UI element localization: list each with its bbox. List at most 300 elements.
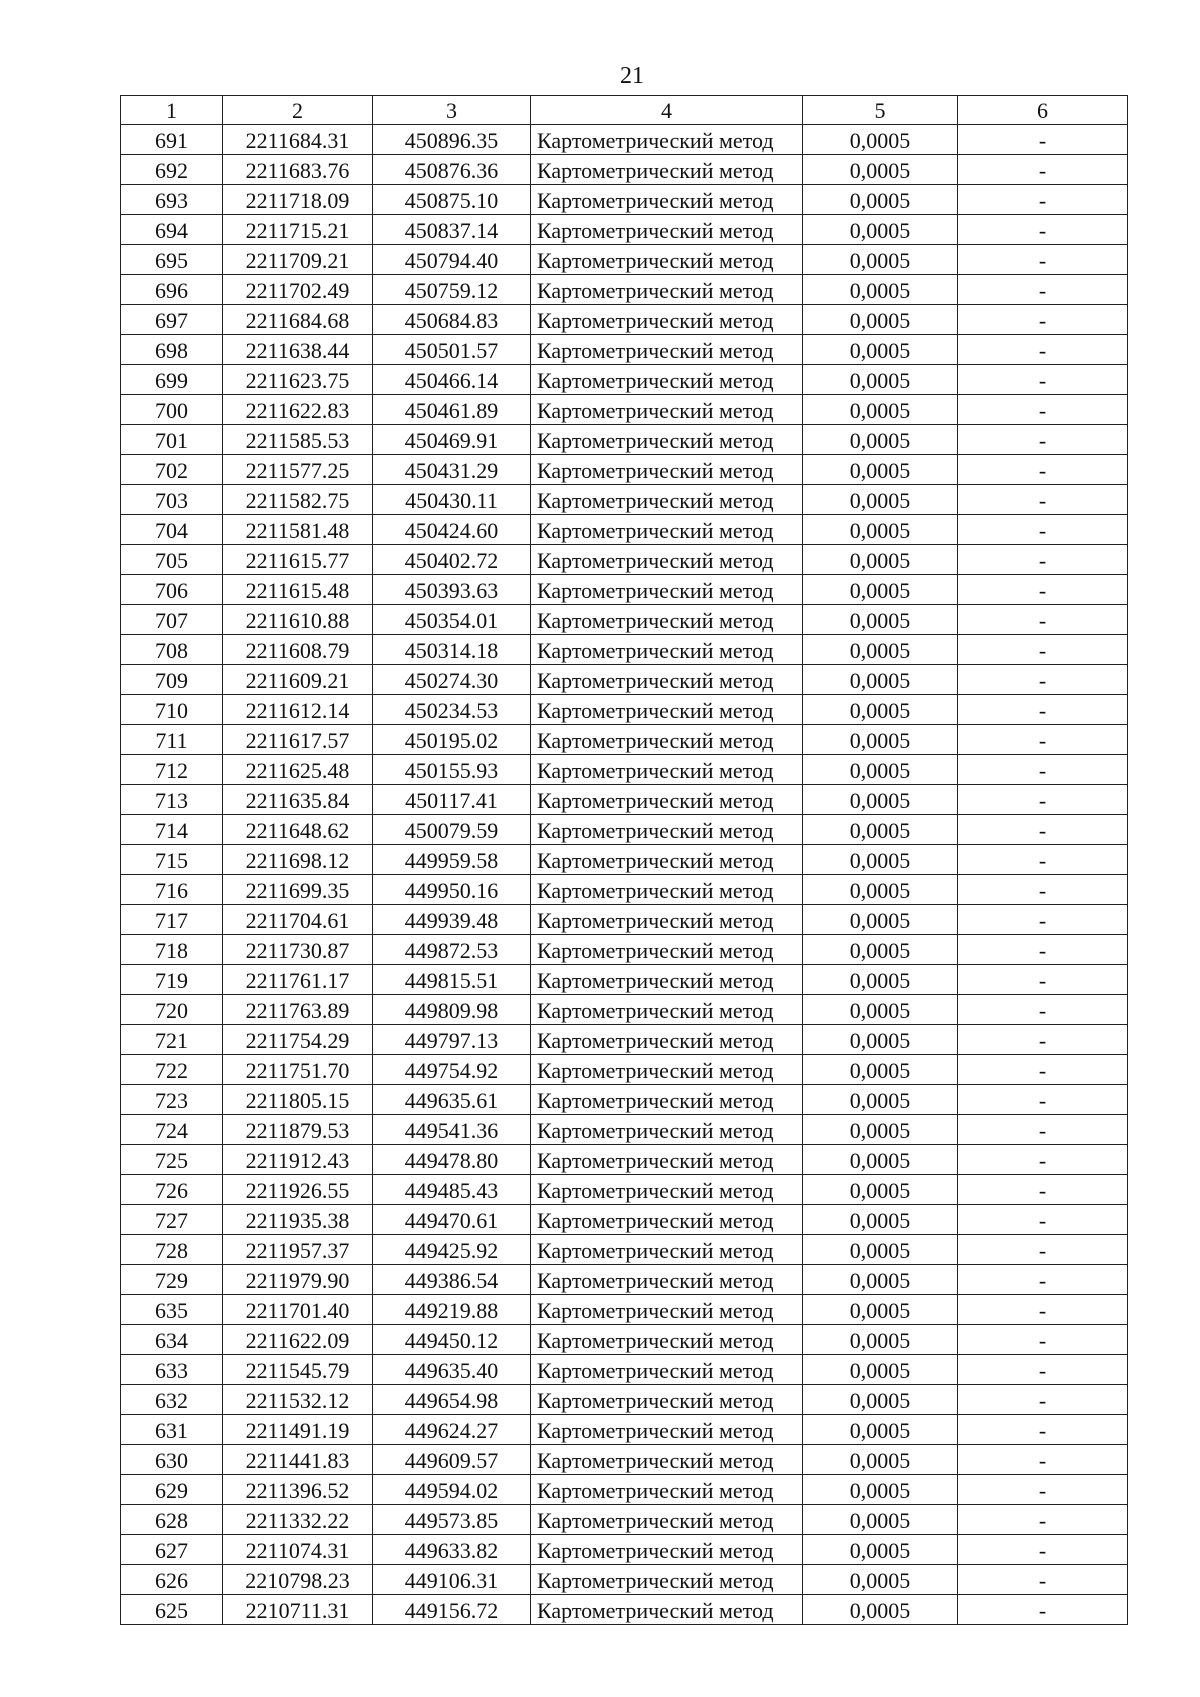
cell-x-coordinate: 2211715.21: [223, 215, 373, 245]
cell-method: Картометрический метод: [531, 575, 803, 605]
cell-accuracy: 0,0005: [803, 215, 958, 245]
cell-method: Картометрический метод: [531, 1145, 803, 1175]
cell-accuracy: 0,0005: [803, 545, 958, 575]
column-header-3: 3: [373, 96, 531, 125]
cell-method: Картометрический метод: [531, 245, 803, 275]
cell-method: Картометрический метод: [531, 1295, 803, 1325]
cell-method: Картометрический метод: [531, 905, 803, 935]
cell-accuracy: 0,0005: [803, 1085, 958, 1115]
cell-y-coordinate: 450274.30: [373, 665, 531, 695]
cell-x-coordinate: 2211638.44: [223, 335, 373, 365]
cell-accuracy: 0,0005: [803, 1145, 958, 1175]
cell-note: -: [958, 1415, 1128, 1445]
cell-point-number: 631: [121, 1415, 223, 1445]
cell-x-coordinate: 2211912.43: [223, 1145, 373, 1175]
cell-method: Картометрический метод: [531, 1115, 803, 1145]
cell-x-coordinate: 2211609.21: [223, 665, 373, 695]
table-row: [121, 1475, 1128, 1505]
cell-accuracy: 0,0005: [803, 1415, 958, 1445]
cell-point-number: 628: [121, 1505, 223, 1535]
cell-x-coordinate: 2210798.23: [223, 1565, 373, 1595]
cell-accuracy: 0,0005: [803, 1325, 958, 1355]
cell-x-coordinate: 2211718.09: [223, 185, 373, 215]
cell-point-number: 719: [121, 965, 223, 995]
cell-method: Картометрический метод: [531, 1325, 803, 1355]
cell-note: -: [958, 1265, 1128, 1295]
cell-method: Картометрический метод: [531, 1535, 803, 1565]
cell-y-coordinate: 450424.60: [373, 515, 531, 545]
cell-x-coordinate: 2211751.70: [223, 1055, 373, 1085]
cell-y-coordinate: 449633.82: [373, 1535, 531, 1565]
cell-accuracy: 0,0005: [803, 635, 958, 665]
cell-x-coordinate: 2211698.12: [223, 845, 373, 875]
table-row: [121, 1355, 1128, 1385]
cell-x-coordinate: 2211610.88: [223, 605, 373, 635]
cell-point-number: 715: [121, 845, 223, 875]
cell-accuracy: 0,0005: [803, 1565, 958, 1595]
cell-note: -: [958, 1115, 1128, 1145]
cell-note: -: [958, 1205, 1128, 1235]
cell-x-coordinate: 2211622.09: [223, 1325, 373, 1355]
cell-y-coordinate: 449872.53: [373, 935, 531, 965]
cell-y-coordinate: 449106.31: [373, 1565, 531, 1595]
cell-accuracy: 0,0005: [803, 365, 958, 395]
cell-accuracy: 0,0005: [803, 1505, 958, 1535]
cell-x-coordinate: 2211625.48: [223, 755, 373, 785]
table-row: [121, 1145, 1128, 1175]
cell-accuracy: 0,0005: [803, 845, 958, 875]
cell-method: Картометрический метод: [531, 725, 803, 755]
table-row: [121, 515, 1128, 545]
cell-method: Картометрический метод: [531, 1205, 803, 1235]
cell-note: -: [958, 515, 1128, 545]
table-row: [121, 545, 1128, 575]
cell-accuracy: 0,0005: [803, 725, 958, 755]
cell-note: -: [958, 635, 1128, 665]
cell-point-number: 724: [121, 1115, 223, 1145]
cell-method: Картометрический метод: [531, 665, 803, 695]
cell-note: -: [958, 875, 1128, 905]
cell-point-number: 626: [121, 1565, 223, 1595]
table-row: [121, 365, 1128, 395]
cell-x-coordinate: 2211979.90: [223, 1265, 373, 1295]
cell-note: -: [958, 245, 1128, 275]
cell-accuracy: 0,0005: [803, 1445, 958, 1475]
cell-method: Картометрический метод: [531, 275, 803, 305]
cell-point-number: 714: [121, 815, 223, 845]
cell-point-number: 706: [121, 575, 223, 605]
table-row: [121, 1385, 1128, 1415]
cell-method: Картометрический метод: [531, 485, 803, 515]
cell-y-coordinate: 450079.59: [373, 815, 531, 845]
table-row: [121, 1595, 1128, 1625]
cell-note: -: [958, 965, 1128, 995]
cell-method: Картометрический метод: [531, 1595, 803, 1625]
cell-method: Картометрический метод: [531, 875, 803, 905]
cell-x-coordinate: 2210711.31: [223, 1595, 373, 1625]
table-row: [121, 695, 1128, 725]
cell-x-coordinate: 2211608.79: [223, 635, 373, 665]
table-row: [121, 665, 1128, 695]
cell-accuracy: 0,0005: [803, 605, 958, 635]
cell-note: -: [958, 1145, 1128, 1175]
cell-point-number: 729: [121, 1265, 223, 1295]
cell-accuracy: 0,0005: [803, 695, 958, 725]
cell-accuracy: 0,0005: [803, 185, 958, 215]
cell-accuracy: 0,0005: [803, 275, 958, 305]
cell-accuracy: 0,0005: [803, 1235, 958, 1265]
table-row: [121, 1415, 1128, 1445]
cell-point-number: 627: [121, 1535, 223, 1565]
cell-x-coordinate: 2211396.52: [223, 1475, 373, 1505]
table-row: [121, 1235, 1128, 1265]
cell-y-coordinate: 449594.02: [373, 1475, 531, 1505]
cell-method: Картометрический метод: [531, 1175, 803, 1205]
cell-x-coordinate: 2211684.68: [223, 305, 373, 335]
cell-point-number: 633: [121, 1355, 223, 1385]
cell-x-coordinate: 2211635.84: [223, 785, 373, 815]
cell-x-coordinate: 2211545.79: [223, 1355, 373, 1385]
cell-accuracy: 0,0005: [803, 935, 958, 965]
cell-x-coordinate: 2211585.53: [223, 425, 373, 455]
cell-note: -: [958, 1085, 1128, 1115]
table-row: [121, 1535, 1128, 1565]
cell-note: -: [958, 125, 1128, 155]
cell-accuracy: 0,0005: [803, 665, 958, 695]
cell-method: Картометрический метод: [531, 545, 803, 575]
cell-note: -: [958, 1295, 1128, 1325]
cell-method: Картометрический метод: [531, 515, 803, 545]
cell-x-coordinate: 2211582.75: [223, 485, 373, 515]
table-row: [121, 995, 1128, 1025]
table-row: [121, 605, 1128, 635]
cell-method: Картометрический метод: [531, 395, 803, 425]
cell-note: -: [958, 665, 1128, 695]
cell-x-coordinate: 2211935.38: [223, 1205, 373, 1235]
cell-point-number: 725: [121, 1145, 223, 1175]
cell-note: -: [958, 215, 1128, 245]
coordinates-table: [120, 95, 1128, 1625]
cell-point-number: 709: [121, 665, 223, 695]
column-header-5: 5: [803, 96, 958, 125]
cell-accuracy: 0,0005: [803, 905, 958, 935]
cell-point-number: 718: [121, 935, 223, 965]
cell-y-coordinate: 449425.92: [373, 1235, 531, 1265]
cell-point-number: 635: [121, 1295, 223, 1325]
cell-y-coordinate: 449809.98: [373, 995, 531, 1025]
cell-point-number: 721: [121, 1025, 223, 1055]
cell-x-coordinate: 2211648.62: [223, 815, 373, 845]
cell-x-coordinate: 2211577.25: [223, 455, 373, 485]
cell-accuracy: 0,0005: [803, 305, 958, 335]
cell-point-number: 723: [121, 1085, 223, 1115]
cell-x-coordinate: 2211532.12: [223, 1385, 373, 1415]
cell-note: -: [958, 1445, 1128, 1475]
cell-method: Картометрический метод: [531, 695, 803, 725]
cell-x-coordinate: 2211615.48: [223, 575, 373, 605]
cell-accuracy: 0,0005: [803, 1205, 958, 1235]
cell-x-coordinate: 2211615.77: [223, 545, 373, 575]
cell-method: Картометрический метод: [531, 605, 803, 635]
cell-x-coordinate: 2211699.35: [223, 875, 373, 905]
table-row: [121, 1085, 1128, 1115]
cell-y-coordinate: 449485.43: [373, 1175, 531, 1205]
table-row: [121, 575, 1128, 605]
cell-note: -: [958, 1565, 1128, 1595]
cell-method: Картометрический метод: [531, 965, 803, 995]
cell-y-coordinate: 450393.63: [373, 575, 531, 605]
header-row: [121, 96, 1128, 125]
cell-x-coordinate: 2211805.15: [223, 1085, 373, 1115]
cell-accuracy: 0,0005: [803, 1175, 958, 1205]
cell-y-coordinate: 449470.61: [373, 1205, 531, 1235]
table-row: [121, 215, 1128, 245]
cell-x-coordinate: 2211754.29: [223, 1025, 373, 1055]
table-row: [121, 425, 1128, 455]
cell-note: -: [958, 1235, 1128, 1265]
cell-point-number: 702: [121, 455, 223, 485]
cell-accuracy: 0,0005: [803, 815, 958, 845]
cell-y-coordinate: 450195.02: [373, 725, 531, 755]
cell-note: -: [958, 905, 1128, 935]
cell-y-coordinate: 450469.91: [373, 425, 531, 455]
cell-accuracy: 0,0005: [803, 1265, 958, 1295]
cell-x-coordinate: 2211612.14: [223, 695, 373, 725]
cell-note: -: [958, 695, 1128, 725]
table-body: [121, 125, 1128, 1625]
cell-x-coordinate: 2211879.53: [223, 1115, 373, 1145]
cell-accuracy: 0,0005: [803, 1595, 958, 1625]
cell-accuracy: 0,0005: [803, 1535, 958, 1565]
cell-note: -: [958, 755, 1128, 785]
page-number: 21: [620, 63, 644, 89]
cell-accuracy: 0,0005: [803, 155, 958, 185]
cell-note: -: [958, 1385, 1128, 1415]
cell-method: Картометрический метод: [531, 215, 803, 245]
cell-point-number: 700: [121, 395, 223, 425]
cell-note: -: [958, 395, 1128, 425]
cell-method: Картометрический метод: [531, 155, 803, 185]
cell-point-number: 634: [121, 1325, 223, 1355]
cell-y-coordinate: 449635.61: [373, 1085, 531, 1115]
cell-x-coordinate: 2211701.40: [223, 1295, 373, 1325]
table-row: [121, 335, 1128, 365]
cell-accuracy: 0,0005: [803, 1295, 958, 1325]
cell-y-coordinate: 450431.29: [373, 455, 531, 485]
cell-point-number: 693: [121, 185, 223, 215]
cell-point-number: 713: [121, 785, 223, 815]
table-row: [121, 635, 1128, 665]
table-row: [121, 1115, 1128, 1145]
cell-method: Картометрический метод: [531, 935, 803, 965]
cell-accuracy: 0,0005: [803, 1055, 958, 1085]
cell-accuracy: 0,0005: [803, 1115, 958, 1145]
column-header-2: 2: [223, 96, 373, 125]
table-row: [121, 965, 1128, 995]
cell-note: -: [958, 275, 1128, 305]
cell-note: -: [958, 815, 1128, 845]
cell-note: -: [958, 1175, 1128, 1205]
cell-point-number: 712: [121, 755, 223, 785]
cell-note: -: [958, 455, 1128, 485]
cell-y-coordinate: 449635.40: [373, 1355, 531, 1385]
cell-accuracy: 0,0005: [803, 1475, 958, 1505]
cell-method: Картометрический метод: [531, 425, 803, 455]
cell-note: -: [958, 335, 1128, 365]
cell-y-coordinate: 449939.48: [373, 905, 531, 935]
cell-note: -: [958, 1325, 1128, 1355]
table-row: [121, 485, 1128, 515]
cell-point-number: 696: [121, 275, 223, 305]
cell-accuracy: 0,0005: [803, 455, 958, 485]
table-row: [121, 1445, 1128, 1475]
cell-y-coordinate: 449478.80: [373, 1145, 531, 1175]
cell-point-number: 697: [121, 305, 223, 335]
cell-accuracy: 0,0005: [803, 335, 958, 365]
cell-point-number: 705: [121, 545, 223, 575]
cell-point-number: 701: [121, 425, 223, 455]
cell-accuracy: 0,0005: [803, 485, 958, 515]
cell-y-coordinate: 450501.57: [373, 335, 531, 365]
cell-x-coordinate: 2211704.61: [223, 905, 373, 935]
cell-y-coordinate: 449950.16: [373, 875, 531, 905]
table-row: [121, 1265, 1128, 1295]
cell-note: -: [958, 1595, 1128, 1625]
cell-x-coordinate: 2211683.76: [223, 155, 373, 185]
cell-y-coordinate: 450876.36: [373, 155, 531, 185]
cell-y-coordinate: 450759.12: [373, 275, 531, 305]
table-row: [121, 1325, 1128, 1355]
cell-method: Картометрический метод: [531, 1235, 803, 1265]
cell-note: -: [958, 845, 1128, 875]
cell-method: Картометрический метод: [531, 1505, 803, 1535]
table-row: [121, 1505, 1128, 1535]
cell-note: -: [958, 1535, 1128, 1565]
cell-method: Картометрический метод: [531, 1265, 803, 1295]
cell-y-coordinate: 449386.54: [373, 1265, 531, 1295]
cell-y-coordinate: 450354.01: [373, 605, 531, 635]
table-row: [121, 455, 1128, 485]
cell-point-number: 629: [121, 1475, 223, 1505]
table-row: [121, 905, 1128, 935]
cell-accuracy: 0,0005: [803, 785, 958, 815]
cell-y-coordinate: 450117.41: [373, 785, 531, 815]
table-row: [121, 935, 1128, 965]
cell-note: -: [958, 545, 1128, 575]
cell-note: -: [958, 1505, 1128, 1535]
cell-method: Картометрический метод: [531, 1025, 803, 1055]
cell-y-coordinate: 450461.89: [373, 395, 531, 425]
cell-point-number: 632: [121, 1385, 223, 1415]
cell-point-number: 727: [121, 1205, 223, 1235]
cell-note: -: [958, 365, 1128, 395]
cell-method: Картометрический метод: [531, 1475, 803, 1505]
table-row: [121, 815, 1128, 845]
cell-point-number: 716: [121, 875, 223, 905]
column-header-1: 1: [121, 96, 223, 125]
table-row: [121, 395, 1128, 425]
cell-method: Картометрический метод: [531, 1565, 803, 1595]
cell-point-number: 691: [121, 125, 223, 155]
cell-x-coordinate: 2211623.75: [223, 365, 373, 395]
table-row: [121, 845, 1128, 875]
table-row: [121, 125, 1128, 155]
cell-y-coordinate: 449541.36: [373, 1115, 531, 1145]
cell-y-coordinate: 449450.12: [373, 1325, 531, 1355]
table-row: [121, 155, 1128, 185]
table-row: [121, 1175, 1128, 1205]
cell-y-coordinate: 450837.14: [373, 215, 531, 245]
cell-y-coordinate: 449797.13: [373, 1025, 531, 1055]
cell-accuracy: 0,0005: [803, 125, 958, 155]
table-row: [121, 875, 1128, 905]
cell-point-number: 720: [121, 995, 223, 1025]
cell-point-number: 708: [121, 635, 223, 665]
cell-accuracy: 0,0005: [803, 1025, 958, 1055]
cell-note: -: [958, 575, 1128, 605]
cell-y-coordinate: 449754.92: [373, 1055, 531, 1085]
cell-x-coordinate: 2211491.19: [223, 1415, 373, 1445]
cell-y-coordinate: 449624.27: [373, 1415, 531, 1445]
cell-y-coordinate: 450466.14: [373, 365, 531, 395]
cell-method: Картометрический метод: [531, 1385, 803, 1415]
table-row: [121, 785, 1128, 815]
cell-y-coordinate: 449219.88: [373, 1295, 531, 1325]
cell-x-coordinate: 2211957.37: [223, 1235, 373, 1265]
cell-y-coordinate: 450875.10: [373, 185, 531, 215]
cell-x-coordinate: 2211730.87: [223, 935, 373, 965]
cell-accuracy: 0,0005: [803, 395, 958, 425]
cell-y-coordinate: 449959.58: [373, 845, 531, 875]
column-header-6: 6: [958, 96, 1128, 125]
cell-note: -: [958, 1025, 1128, 1055]
table-row: [121, 755, 1128, 785]
cell-y-coordinate: 450684.83: [373, 305, 531, 335]
table-row: [121, 245, 1128, 275]
cell-x-coordinate: 2211332.22: [223, 1505, 373, 1535]
cell-y-coordinate: 450314.18: [373, 635, 531, 665]
cell-method: Картометрический метод: [531, 1415, 803, 1445]
cell-method: Картометрический метод: [531, 785, 803, 815]
cell-y-coordinate: 449609.57: [373, 1445, 531, 1475]
cell-point-number: 692: [121, 155, 223, 185]
cell-method: Картометрический метод: [531, 125, 803, 155]
cell-y-coordinate: 450430.11: [373, 485, 531, 515]
cell-method: Картометрический метод: [531, 755, 803, 785]
cell-method: Картометрический метод: [531, 365, 803, 395]
cell-y-coordinate: 450402.72: [373, 545, 531, 575]
cell-accuracy: 0,0005: [803, 875, 958, 905]
table-row: [121, 275, 1128, 305]
cell-accuracy: 0,0005: [803, 995, 958, 1025]
cell-x-coordinate: 2211074.31: [223, 1535, 373, 1565]
cell-note: -: [958, 485, 1128, 515]
cell-x-coordinate: 2211926.55: [223, 1175, 373, 1205]
cell-point-number: 704: [121, 515, 223, 545]
cell-accuracy: 0,0005: [803, 245, 958, 275]
table-row: [121, 1295, 1128, 1325]
cell-point-number: 722: [121, 1055, 223, 1085]
column-header-4: 4: [531, 96, 803, 125]
cell-point-number: 698: [121, 335, 223, 365]
cell-y-coordinate: 449156.72: [373, 1595, 531, 1625]
cell-x-coordinate: 2211441.83: [223, 1445, 373, 1475]
cell-method: Картометрический метод: [531, 635, 803, 665]
cell-point-number: 703: [121, 485, 223, 515]
cell-point-number: 710: [121, 695, 223, 725]
cell-note: -: [958, 1055, 1128, 1085]
table-row: [121, 1565, 1128, 1595]
